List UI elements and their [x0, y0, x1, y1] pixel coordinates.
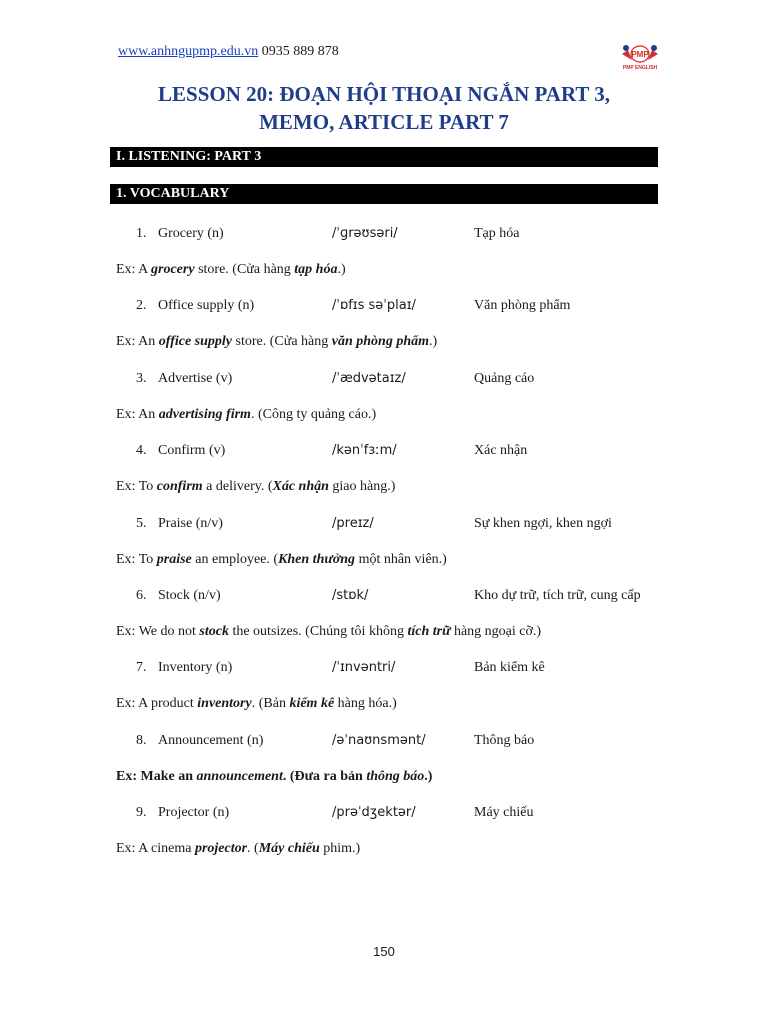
example-text: the outsizes. (Chúng tôi không	[228, 624, 408, 639]
example-text: phim.)	[319, 841, 361, 857]
vocab-item	[0, 586, 768, 606]
vocab-number: 4.	[136, 443, 147, 459]
example-text: Ex: To	[116, 479, 157, 495]
example-text: một nhân viên.)	[355, 551, 447, 567]
example-keyword: Máy chiếu	[258, 841, 320, 857]
vocab-word: Announcement (n)	[158, 732, 264, 748]
vocab-item	[0, 224, 768, 244]
example-text: .)	[429, 334, 438, 350]
example-keyword: confirm	[156, 479, 203, 495]
example-text: .)	[337, 262, 346, 277]
example-keyword: grocery	[151, 262, 195, 277]
vocab-word: Grocery (n)	[158, 226, 224, 241]
vocab-ipa: /ˈɪnvəntri/	[332, 660, 396, 676]
vocab-example	[116, 839, 360, 859]
vocab-item	[0, 803, 768, 823]
example-keyword: stock	[199, 624, 229, 639]
vocab-number: 7.	[136, 660, 147, 676]
vocab-number: 2.	[136, 298, 147, 314]
example-text: Ex: An	[116, 334, 159, 350]
example-keyword: inventory	[197, 696, 252, 712]
vocab-example	[116, 477, 395, 497]
vocab-example	[116, 622, 541, 642]
vocab-example	[116, 332, 437, 352]
example-text: hàng ngoại cỡ.)	[450, 624, 542, 639]
example-keyword: announcement	[196, 768, 283, 784]
vocab-meaning: Tạp hóa	[474, 226, 520, 241]
example-text: Ex: A cinema	[116, 841, 195, 857]
example-text: store. (Cửa hàng	[194, 262, 295, 277]
example-text: .)	[424, 768, 433, 784]
vocab-word: Praise (n/v)	[158, 515, 223, 531]
vocab-meaning: Văn phòng phẩm	[474, 298, 571, 314]
vocab-meaning: Máy chiếu	[474, 805, 534, 821]
example-text: . (Bản	[251, 696, 290, 712]
vocab-ipa: /ˈædvətaɪz/	[332, 370, 406, 386]
example-text: Ex: To	[116, 551, 157, 567]
vocab-number: 5.	[136, 515, 147, 531]
vocab-example	[116, 260, 346, 280]
vocab-number: 3.	[136, 370, 147, 386]
example-keyword: office supply	[158, 334, 233, 350]
svg-text:PMP ENGLISH: PMP ENGLISH	[622, 65, 658, 71]
vocab-ipa: /stɒk/	[332, 588, 369, 603]
example-text: hàng hóa.)	[334, 696, 397, 712]
vocab-ipa: /kənˈfɜːm/	[332, 443, 397, 459]
example-text: Ex: A	[116, 262, 152, 277]
vocab-number: 1.	[136, 226, 147, 241]
vocab-word: Confirm (v)	[158, 443, 226, 459]
example-text: . (Đưa ra bản	[282, 768, 367, 784]
example-keyword: văn phòng phẩm	[331, 334, 429, 350]
example-text: Ex: We do not	[116, 624, 200, 639]
vocab-ipa: /ˈɒfɪs səˈplaɪ/	[332, 298, 416, 314]
example-text: giao hàng.)	[328, 479, 396, 495]
example-text: store. (Cửa hàng	[232, 334, 332, 350]
vocab-example	[116, 767, 432, 787]
vocab-meaning: Thông báo	[474, 732, 535, 748]
vocab-number: 8.	[136, 732, 147, 748]
phone-number: 0935 889 878	[261, 44, 339, 59]
vocab-example	[116, 694, 397, 714]
vocab-ipa: /əˈnaʊnsmənt/	[332, 732, 426, 748]
svg-text:PMP: PMP	[631, 50, 649, 59]
vocab-ipa: /preɪz/	[332, 515, 374, 531]
website-link[interactable]: www.anhngupmp.edu.vn	[118, 44, 259, 59]
vocab-item	[0, 369, 768, 389]
vocab-word: Advertise (v)	[158, 370, 233, 386]
example-keyword: kiểm kê	[289, 696, 335, 712]
vocab-meaning: Sự khen ngợi, khen ngợi	[474, 515, 612, 531]
vocab-number: 6.	[136, 588, 147, 603]
section-listening-bar: I. LISTENING: PART 3	[110, 147, 658, 167]
vocab-item	[0, 514, 768, 534]
example-text: an employee. (	[191, 551, 279, 567]
example-keyword: Khen thưởng	[278, 551, 356, 567]
vocab-meaning: Bản kiểm kê	[474, 660, 545, 676]
example-keyword: Xác nhận	[272, 479, 329, 495]
example-text: . (Công ty quảng cáo.)	[250, 406, 377, 422]
vocab-example	[116, 405, 376, 425]
lesson-title-line1: LESSON 20: ĐOẠN HỘI THOẠI NGẮN PART 3,	[158, 82, 610, 106]
vocab-word: Inventory (n)	[158, 660, 233, 676]
example-text: Ex: Make an	[116, 768, 197, 784]
vocab-example	[116, 550, 447, 570]
example-text: a delivery. (	[202, 479, 273, 495]
lesson-title-line2: MEMO, ARTICLE PART 7	[259, 110, 509, 134]
page-number: 150	[373, 944, 395, 959]
example-keyword: praise	[156, 551, 192, 567]
example-keyword: tích trữ	[407, 624, 451, 639]
example-text: Ex: An	[116, 406, 159, 422]
vocab-word: Projector (n)	[158, 805, 230, 821]
vocab-item	[0, 296, 768, 316]
vocab-item	[0, 731, 768, 751]
example-keyword: advertising firm	[158, 406, 251, 422]
vocab-word: Stock (n/v)	[158, 588, 221, 603]
example-keyword: tạp hóa	[294, 262, 338, 277]
vocab-word: Office supply (n)	[158, 298, 255, 314]
vocab-meaning: Quảng cáo	[474, 370, 535, 386]
vocab-ipa: /ˈɡrəʊsəri/	[332, 226, 398, 241]
vocab-number: 9.	[136, 805, 147, 821]
example-keyword: projector	[194, 841, 248, 857]
example-text: Ex: A product	[116, 696, 198, 712]
vocab-ipa: /prəˈdʒektər/	[332, 805, 416, 821]
section-vocabulary-bar: 1. VOCABULARY	[110, 184, 658, 204]
vocab-meaning: Xác nhận	[474, 443, 528, 459]
vocab-meaning: Kho dự trữ, tích trữ, cung cấp	[474, 588, 641, 603]
vocab-item	[0, 441, 768, 461]
vocab-item	[0, 658, 768, 678]
example-text: . (	[247, 841, 259, 857]
example-keyword: thông báo	[366, 768, 425, 784]
